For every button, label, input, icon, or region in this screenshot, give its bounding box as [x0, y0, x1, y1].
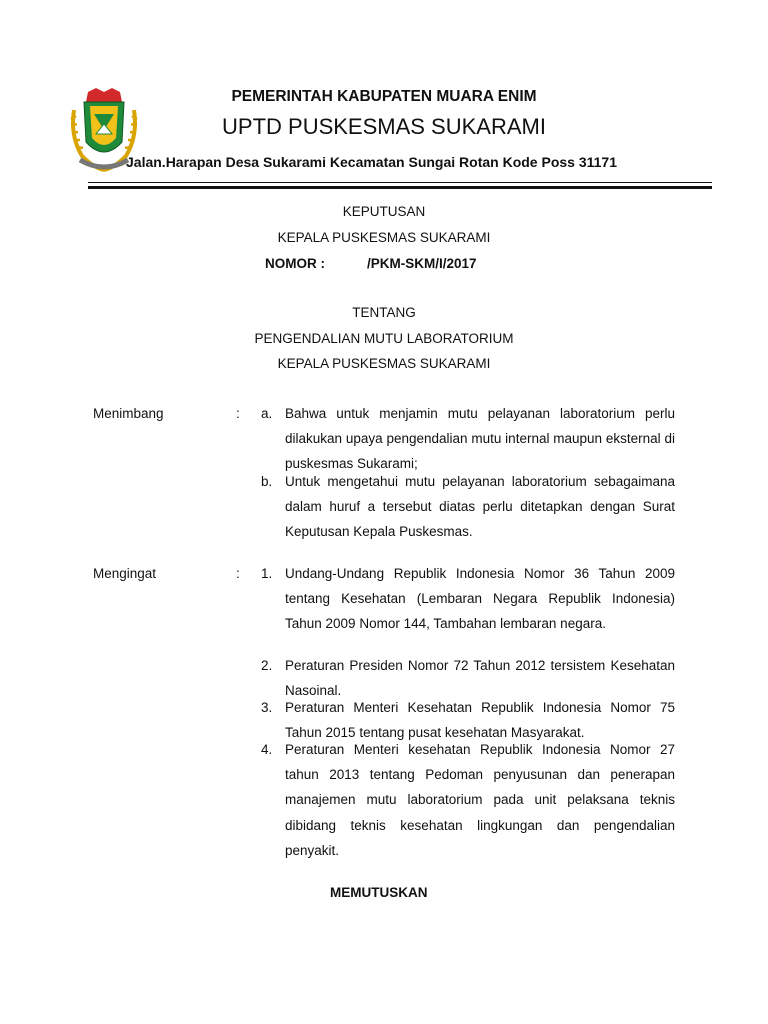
issuer-heading: KEPALA PUSKESMAS SUKARAMI	[277, 230, 491, 245]
menimbang-item-a: Bahwa untuk menjamin mutu pelayanan laboratorium perlu dilakukan upaya pengendalian mutu internal maupun eksternal di puskesmas Sukarami;	[285, 406, 675, 472]
document-number	[265, 256, 477, 271]
header-rule-thin	[88, 182, 712, 183]
mengingat-label: Mengingat	[93, 566, 157, 581]
header-rule-thick	[88, 186, 712, 189]
mengingat-marker-2: 2.	[261, 658, 273, 673]
menimbang-marker-b: b.	[261, 474, 273, 489]
subject-heading: PENGENDALIAN MUTU LABORATORIUM	[254, 331, 514, 346]
address-line: Jalan.Harapan Desa Sukarami Kecamatan Sungai Rotan Kode Poss 31171	[126, 154, 617, 170]
mengingat-marker-3: 3.	[261, 700, 273, 715]
government-title: PEMERINTAH KABUPATEN MUARA ENIM	[231, 88, 537, 105]
mengingat-colon: :	[236, 566, 240, 581]
tentang-heading: TENTANG	[352, 305, 416, 320]
mengingat-item-4: Peraturan Menteri kesehatan Republik Indonesia Nomor 27 tahun 2013 tentang Pedoman penyusunan dan penerapan manajemen mutu laboratorium pada unit pelaksana teknis dibidang teknis kesehatan lingkungan dan pengendalian penyakit.	[285, 742, 675, 858]
mengingat-item-3: Peraturan Menteri Kesehatan Republik Indonesia Nomor 75 Tahun 2015 tentang pusat kesehatan Masyarakat.	[285, 700, 675, 741]
mengingat-marker-1: 1.	[261, 566, 273, 581]
mengingat-item-2: Peraturan Presiden Nomor 72 Tahun 2012 tersistem Kesehatan Nasoinal.	[285, 658, 675, 699]
doc-type-heading: KEPUTUSAN	[342, 204, 426, 219]
menimbang-colon: :	[236, 406, 240, 421]
decision-heading: MEMUTUSKAN	[330, 885, 428, 900]
nomor-label: NOMOR :	[265, 256, 325, 271]
nomor-value: /PKM-SKM/I/2017	[367, 256, 477, 271]
issuer-heading-2: KEPALA PUSKESMAS SUKARAMI	[277, 356, 491, 371]
mengingat-marker-4: 4.	[261, 742, 273, 757]
mengingat-item-1: Undang-Undang Republik Indonesia Nomor 36 Tahun 2009 tentang Kesehatan (Lembaran Negara Republik Indonesia) Tahun 2009 Nomor 144, Tambahan lembaran negara.	[285, 566, 675, 632]
institution-name: UPTD PUSKESMAS SUKARAMI	[222, 114, 546, 139]
menimbang-marker-a: a.	[261, 406, 273, 421]
menimbang-item-b: Untuk mengetahui mutu pelayanan laboratorium sebagaimana dalam huruf a tersebut diatas perlu ditetapkan dengan Surat Keputusan Kepala Puskesmas.	[285, 474, 675, 540]
menimbang-label: Menimbang	[93, 406, 164, 421]
